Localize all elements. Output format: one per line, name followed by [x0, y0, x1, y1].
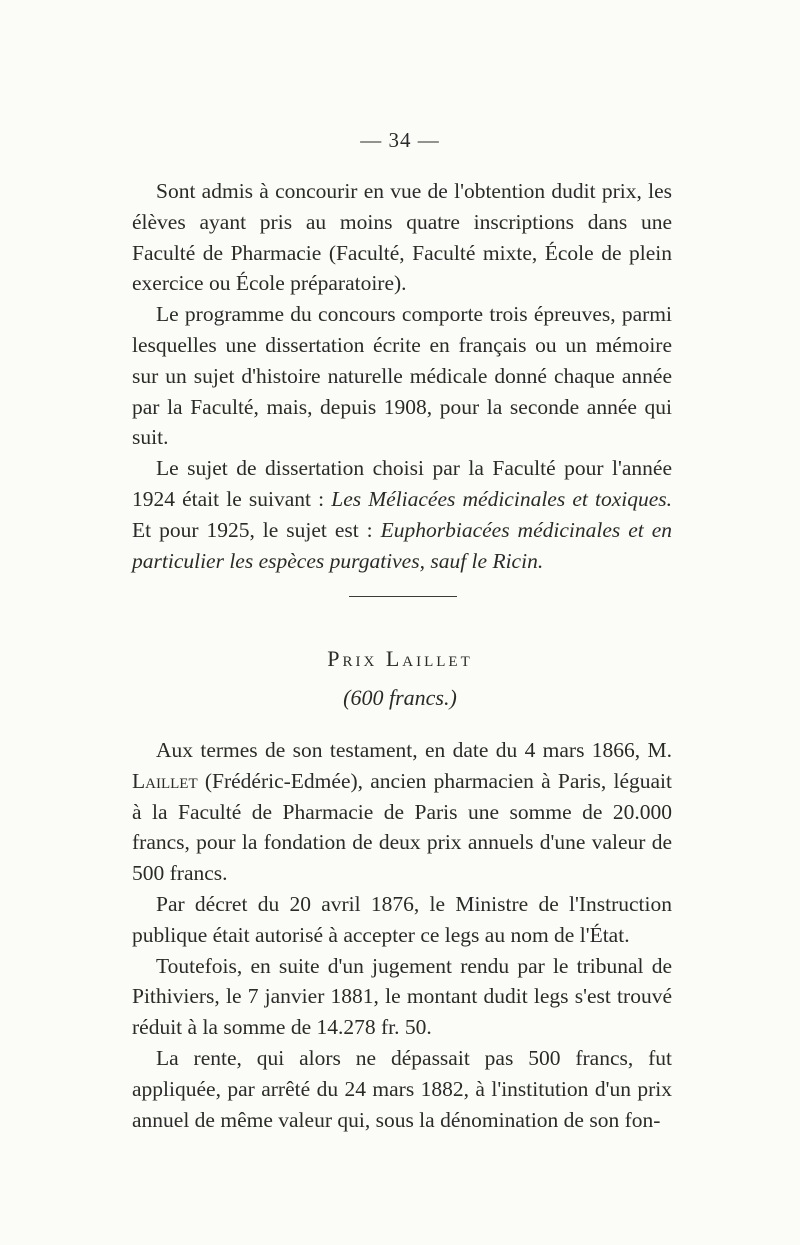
- testament-text-after: (Frédéric-Edmée), ancien pharmacien à Paris, léguait à la Faculté de Pharmacie de Paris une somme de 20.000 francs, pour la fondation de deux prix annuels d'une valeur de 500 francs.: [132, 768, 672, 886]
- paragraph-decree: Par décret du 20 avril 1876, le Ministre de l'Instruction publique était autorisé à accepter ce legs au nom de l'État.: [132, 891, 672, 947]
- testament-text-before: Aux termes de son testament, en date du 4 mars 1866, M.: [156, 738, 672, 762]
- text-block-bottom: [132, 735, 672, 1135]
- page-number: — 34 —: [360, 128, 440, 152]
- text-block-top: [132, 176, 672, 576]
- testator-name: Laillet: [132, 768, 198, 793]
- paragraph-testament: [132, 735, 672, 889]
- subject-text-middle: Et pour 1925, le sujet est :: [132, 517, 381, 542]
- paragraph-subjects: [132, 453, 672, 576]
- subject-1925-title: Euphorbiacées médicinales et en particulier les espèces purgatives, sauf le Ricin.: [132, 517, 672, 573]
- subject-1924-title: Les Méliacées médicinales et toxiques.: [331, 486, 673, 511]
- paragraph-programme: Le programme du concours comporte trois épreuves, parmi lesquelles une dissertation écrite en français ou un mémoire sur un sujet d'histoire naturelle médicale donné chaque année par la Faculté, mais, depuis 1908, pour la seconde année qui suit.: [132, 302, 672, 450]
- paragraph-admission: Sont admis à concourir en vue de l'obtention dudit prix, les élèves ayant pris au moins quatre inscriptions dans une Faculté de Pharmacie (Faculté, Faculté mixte, École de plein exercice ou École préparatoire).: [132, 179, 672, 296]
- section-subtitle: (600 francs.): [343, 685, 457, 710]
- section-title: Prix Laillet: [327, 646, 473, 671]
- paragraph-rente: La rente, qui alors ne dépassait pas 500 francs, fut appliquée, par arrêté du 24 mars 1882, à l'institution d'un prix annuel de même valeur qui, sous la dénomination de son fon-: [132, 1045, 672, 1132]
- subject-text-before: Le sujet de dissertation choisi par la Faculté pour l'année 1924 était le suivant :: [132, 456, 672, 511]
- paragraph-judgment: Toutefois, en suite d'un jugement rendu par le tribunal de Pithiviers, le 7 janvier 1881, le montant dudit legs s'est trouvé réduit à la somme de 14.278 fr. 50.: [132, 953, 672, 1040]
- section-divider: [349, 596, 457, 597]
